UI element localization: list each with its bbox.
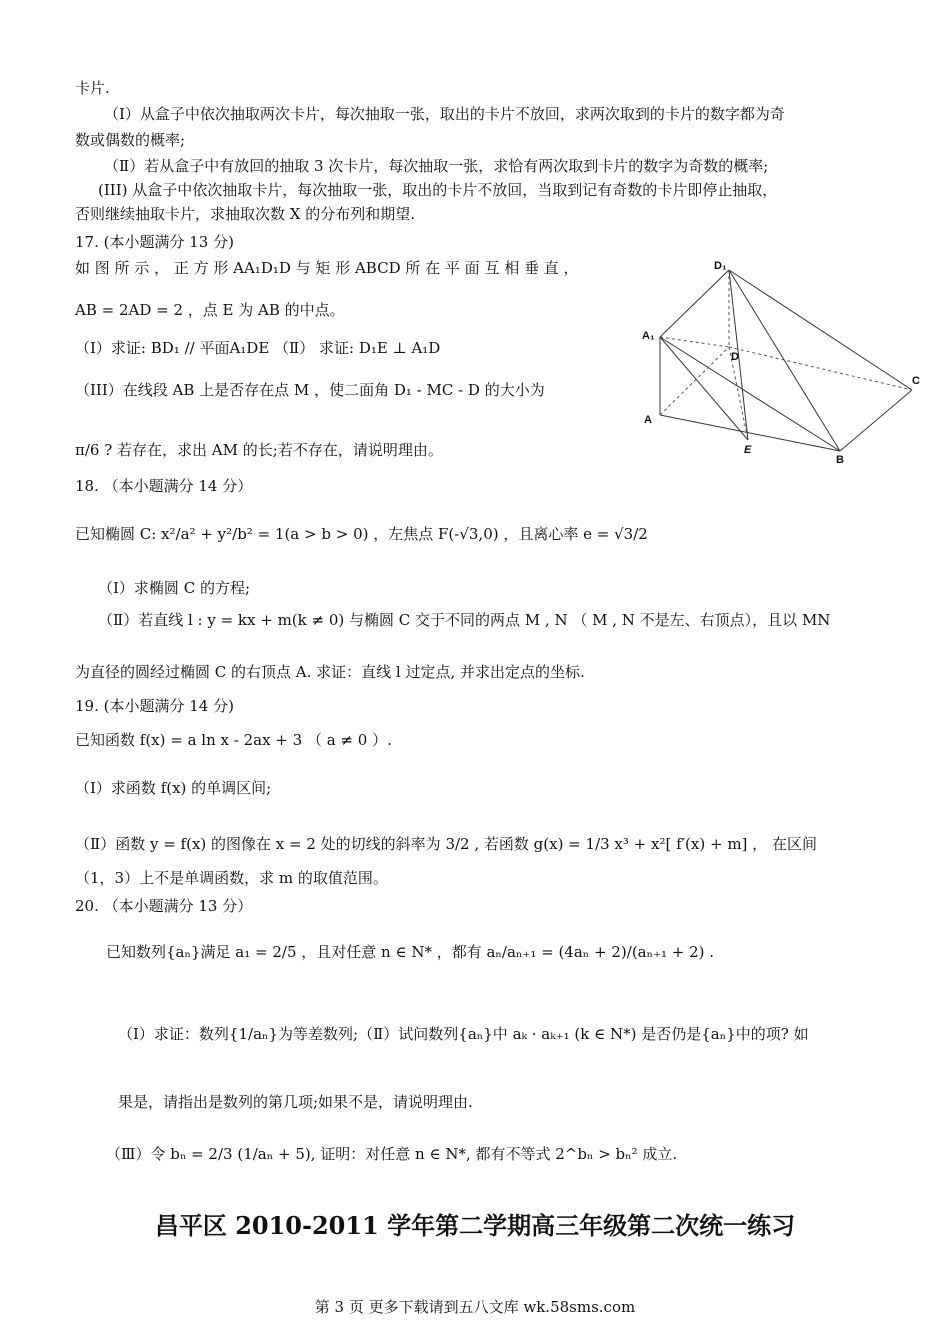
text-line: 已知函数 f(x) = a ln x - 2ax + 3 （ a ≠ 0 ）. bbox=[75, 731, 392, 749]
text-line: 已知椭圆 C: x²/a² + y²/b² = 1(a > b > 0) ，左焦点 F(-√3,0) ，且离心率 e = √3/2 bbox=[75, 525, 648, 543]
vertex-label-a1: A₁ bbox=[642, 330, 655, 342]
text-line: （Ⅰ）求函数 f(x) 的单调区间; bbox=[75, 779, 272, 797]
vertex-label-e: E bbox=[744, 444, 752, 456]
text-line: （III）在线段 AB 上是否存在点 M ，使二面角 D₁ - MC - D 的大小为 bbox=[75, 381, 545, 399]
edge-d1-c bbox=[729, 270, 912, 390]
text-line: （Ⅰ）求证: BD₁ // 平面A₁DE （Ⅱ） 求证: D₁E ⊥ A₁D bbox=[75, 339, 441, 357]
text-line: (III) 从盒子中依次抽取卡片，每次抽取一张，取出的卡片不放回，当取到记有奇数的卡片即停止抽取， bbox=[98, 181, 778, 199]
edge-a-d bbox=[660, 347, 729, 415]
text-line: （Ⅲ）令 bₙ = 2/3 (1/aₙ + 5), 证明：对任意 n ∈ N*, 都有不等式 2^bₙ > bₙ² 成立. bbox=[106, 1145, 678, 1163]
text-line: 果是，请指出是数列的第几项;如果不是，请说明理由. bbox=[118, 1093, 473, 1111]
section-title: 昌平区 2010-2011 学年第二学期高三年级第二次统一练习 bbox=[154, 1211, 796, 1240]
vertex-label-d1: D₁ bbox=[714, 260, 727, 272]
edge-a1-b bbox=[660, 337, 840, 451]
text-line: π/6 ? 若存在，求出 AM 的长;若不存在，请说明理由。 bbox=[75, 441, 443, 459]
text-line: （Ⅰ）求证：数列{1/aₙ}为等差数列;（Ⅱ）试问数列{aₙ}中 aₖ · aₖ₊₁ (k ∈ N*) 是否仍是{aₙ}中的项? 如 bbox=[118, 1025, 809, 1043]
edge-b-c bbox=[840, 390, 912, 451]
text-line: 已知数列{aₙ}满足 a₁ = 2/5 ，且对任意 n ∈ N* ，都有 aₙ/aₙ₊₁ = (4aₙ + 2)/(aₙ₊₁ + 2) . bbox=[106, 943, 715, 961]
text-line: （Ⅱ）函数 y = f(x) 的图像在 x = 2 处的切线的斜率为 3/2 , 若函数 g(x) = 1/3 x³ + x²[ f′(x) + m] ， 在区间 bbox=[75, 835, 817, 853]
vertex-label-c: C bbox=[912, 375, 920, 387]
edge-d-c bbox=[729, 347, 912, 390]
vertex-label-a: A bbox=[644, 414, 652, 426]
page-footer: 第 3 页 更多下载请到五八文库 wk.58sms.com bbox=[314, 1298, 636, 1316]
text-line: （Ⅰ）从盒子中依次抽取两次卡片，每次抽取一张，取出的卡片不放回，求两次取到的卡片的数字都为奇 bbox=[104, 105, 785, 123]
geometry-figure bbox=[640, 255, 930, 470]
question-18-header: 18. （本小题满分 14 分） bbox=[75, 477, 253, 495]
question-19-header: 19. (本小题满分 14 分) bbox=[75, 697, 234, 715]
text-line: 否则继续抽取卡片，求抽取次数 X 的分布列和期望. bbox=[75, 205, 415, 223]
text-line: （1，3）上不是单调函数，求 m 的取值范围。 bbox=[75, 869, 388, 887]
text-line: 如 图 所 示 ， 正 方 形 AA₁D₁D 与 矩 形 ABCD 所 在 平 面 互 相 垂 直 ， bbox=[75, 259, 579, 277]
edge-a1-d bbox=[660, 337, 729, 347]
question-20-header: 20. （本小题满分 13 分） bbox=[75, 897, 253, 915]
text-line: 数或偶数的概率; bbox=[75, 131, 186, 149]
text-line: （Ⅱ）若从盒子中有放回的抽取 3 次卡片，每次抽取一张，求恰有两次取到卡片的数字为奇数的概率; bbox=[104, 157, 769, 175]
text-line: 为直径的圆经过椭圆 C 的右顶点 A. 求证：直线 l 过定点, 并求出定点的坐标. bbox=[75, 663, 585, 681]
text-line: 卡片. bbox=[75, 79, 110, 97]
vertex-label-d: D bbox=[731, 351, 739, 363]
text-line: （Ⅱ）若直线 l : y = kx + m(k ≠ 0) 与椭圆 C 交于不同的两点 M , N （ M , N 不是左、右顶点），且以 MN bbox=[98, 611, 831, 629]
text-line: （Ⅰ）求椭圆 C 的方程; bbox=[98, 579, 250, 597]
question-17-header: 17. (本小题满分 13 分) bbox=[75, 233, 234, 251]
edge-d1-b bbox=[729, 270, 840, 451]
vertex-label-b: B bbox=[836, 454, 844, 466]
text-line: AB = 2AD = 2 ，点 E 为 AB 的中点。 bbox=[75, 301, 345, 319]
edge-d1-a1 bbox=[660, 270, 729, 337]
